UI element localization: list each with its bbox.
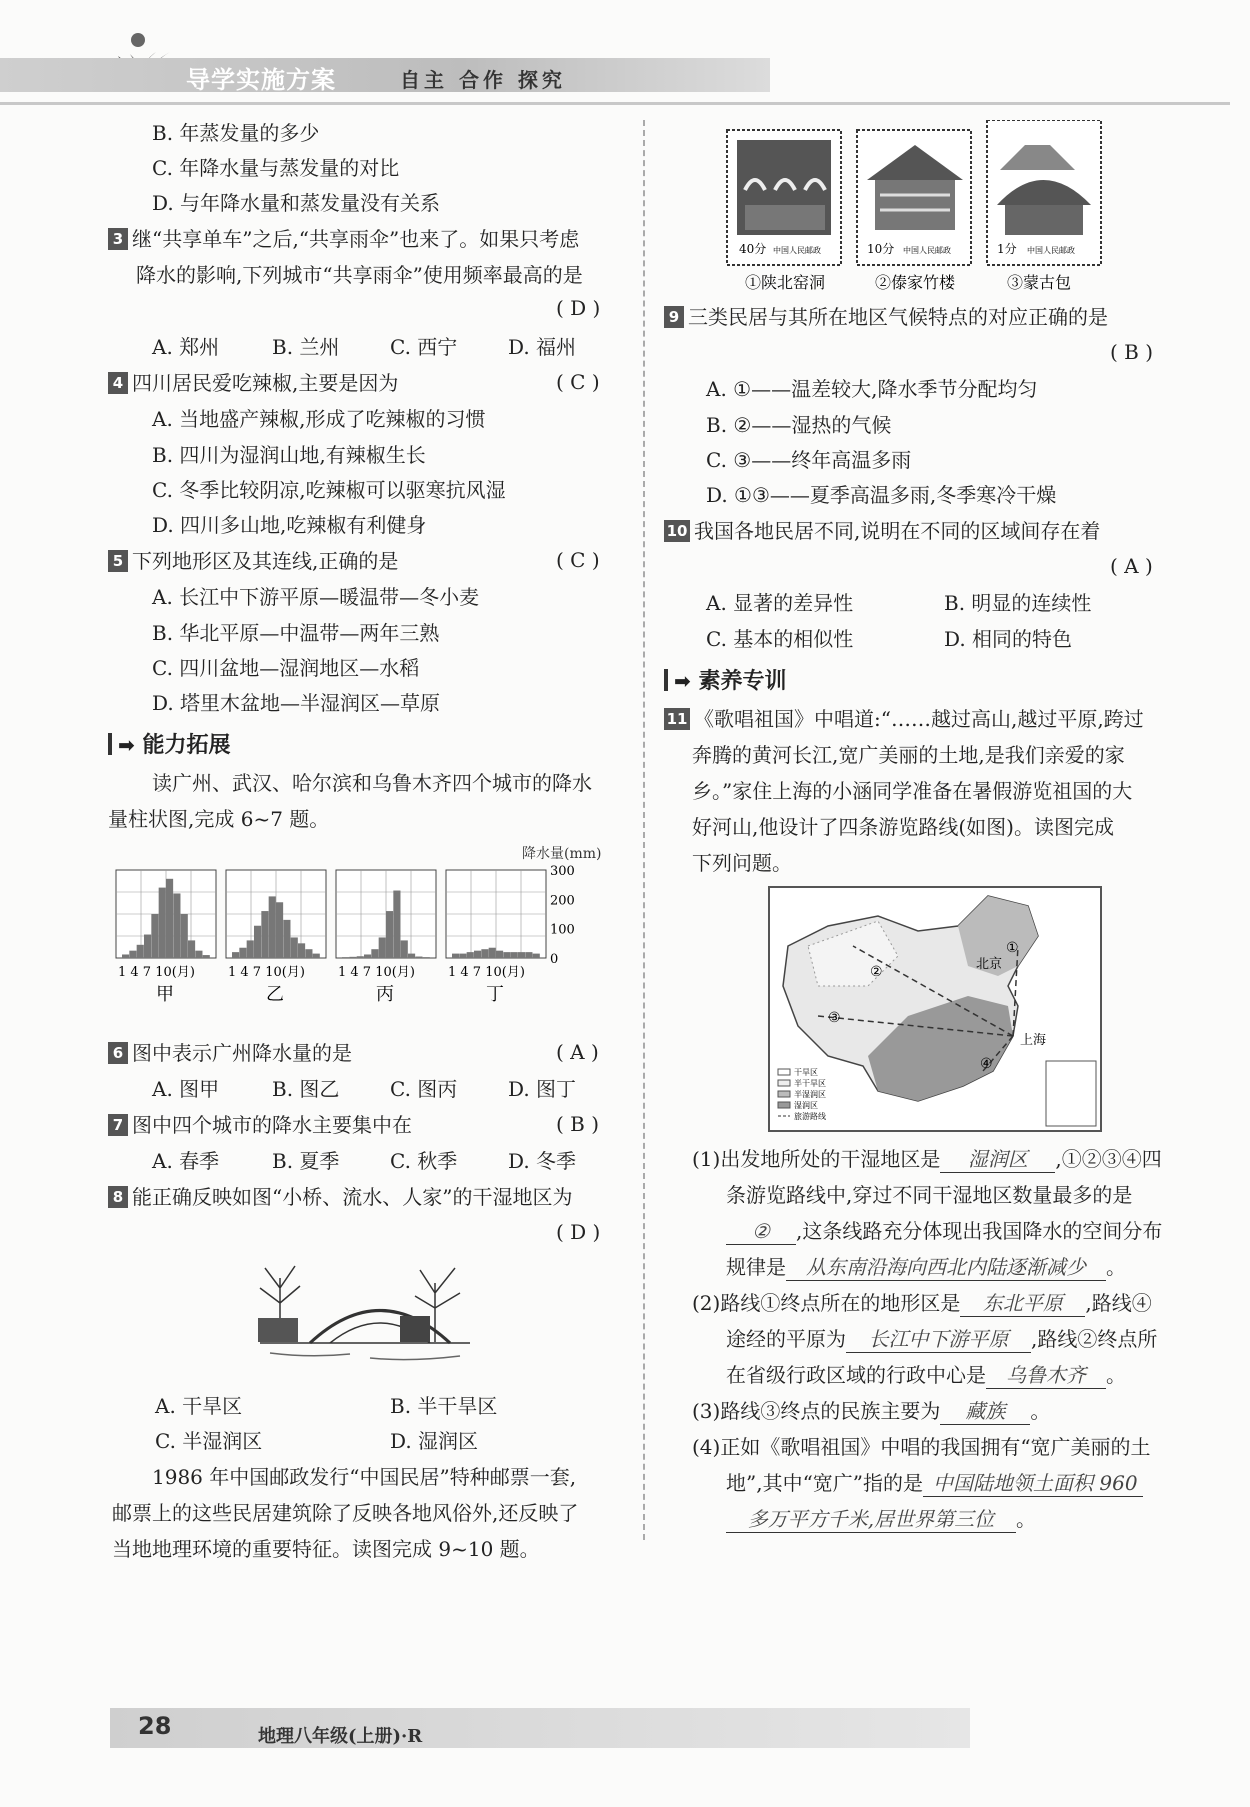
page-header xyxy=(0,20,1250,95)
q7-stem xyxy=(108,1112,412,1138)
q6-option-d: D. 图丁 xyxy=(508,1077,577,1101)
q8-stem xyxy=(108,1184,572,1210)
p2-fill-2: 长江中下游平原 xyxy=(846,1326,1031,1353)
q8-option-a: A. 干旱区 xyxy=(155,1394,243,1418)
q8-option-c: C. 半湿润区 xyxy=(155,1429,263,1453)
stamps-figure xyxy=(725,120,1105,295)
q8-answer: ( D ) xyxy=(556,1220,601,1244)
chart-3-bar xyxy=(364,954,371,958)
chart-4-bar xyxy=(467,952,474,958)
q8-option-b: B. 半干旱区 xyxy=(390,1394,498,1418)
header-tags: 自主 合作 探究 xyxy=(400,68,566,92)
chart-2-name: 乙 xyxy=(266,984,284,1005)
stamp-1-value: 40分 xyxy=(739,242,767,256)
q6-answer: ( A ) xyxy=(556,1040,599,1064)
chart-2-bar xyxy=(247,940,254,958)
chart-3-bar xyxy=(408,954,415,958)
p2-text-g: 。 xyxy=(1106,1363,1126,1387)
intro1-line-2: 量柱状图,完成 6~7 题。 xyxy=(108,807,330,831)
p2-line-2 xyxy=(726,1326,1157,1353)
chart-4-bar xyxy=(511,952,518,958)
q5-option-c: C. 四川盆地—湿润地区—水稻 xyxy=(152,656,420,680)
q9-number: 9 xyxy=(664,306,684,328)
chart-1-bar xyxy=(203,955,210,958)
chart-3-bar xyxy=(371,949,378,958)
q10-answer: ( A ) xyxy=(1110,554,1153,578)
p2-text-e: 在省级行政区域的行政中心是 xyxy=(726,1363,986,1387)
p2-text-c: 途经的平原为 xyxy=(726,1327,846,1351)
q7-answer: ( B ) xyxy=(556,1112,600,1136)
chart-3-bar xyxy=(349,957,356,958)
p4-line-1: (4)正如《歌唱祖国》中唱的我国拥有“宽广美丽的土 xyxy=(692,1435,1151,1459)
q10-number: 10 xyxy=(664,520,690,542)
q8-text: 能正确反映如图“小桥、流水、人家”的干湿地区为 xyxy=(132,1185,573,1209)
intro2-line-3: 当地地理环境的重要特征。读图完成 9~10 题。 xyxy=(112,1537,540,1561)
chart-3-bar xyxy=(423,957,430,958)
q10-text: 我国各地民居不同,说明在不同的区域间存在着 xyxy=(694,519,1101,543)
chart-1-bar xyxy=(151,914,158,958)
p4-fill-2: 多万平方千米,居世界第三位 xyxy=(726,1506,1016,1533)
p1-fill-2: ② xyxy=(726,1218,796,1245)
stamp-2-value: 10分 xyxy=(867,242,895,256)
q6-text: 图中表示广州降水量的是 xyxy=(132,1041,352,1065)
p4-fill-1: 中国陆地领土面积 960 xyxy=(923,1470,1143,1497)
map-route-1: ① xyxy=(1006,940,1019,956)
p3-fill-1: 藏族 xyxy=(940,1398,1030,1425)
p1-text-b: ,①②③④四 xyxy=(1055,1147,1162,1171)
q3-stem-2: 降水的影响,下列城市“共享雨伞”使用频率最高的是 xyxy=(136,263,583,287)
q9-text: 三类民居与其所在地区气候特点的对应正确的是 xyxy=(688,305,1108,329)
chart-2-bar xyxy=(283,920,290,958)
q5-option-d: D. 塔里木盆地—半湿润区—草原 xyxy=(152,691,441,715)
q9-option-a: A. ①——温差较大,降水季节分配均匀 xyxy=(706,377,1038,401)
stamp-1-label: 中国人民邮政 xyxy=(773,246,821,255)
q4-number: 4 xyxy=(108,372,128,394)
chart-group xyxy=(116,864,575,1005)
chart-4-bar xyxy=(533,954,540,958)
stamp-1 xyxy=(727,130,841,265)
chart-3-bar xyxy=(393,891,400,958)
section-ability: ➡ 能力拓展 xyxy=(108,728,230,759)
precipitation-charts xyxy=(110,840,640,1030)
q9-option-d: D. ①③——夏季高温多雨,冬季寒冷干燥 xyxy=(706,483,1057,507)
q6-option-b: B. 图乙 xyxy=(272,1077,340,1101)
p1-line-3 xyxy=(726,1218,1162,1245)
chart-1 xyxy=(116,870,216,1005)
chart-3-bar xyxy=(342,957,349,958)
p2-text-b: ,路线④ xyxy=(1085,1291,1152,1315)
chart-1-bar xyxy=(173,893,180,958)
chart-2-bar xyxy=(298,943,305,958)
q10-option-c: C. 基本的相似性 xyxy=(706,627,854,651)
chart-2-bar xyxy=(232,952,239,958)
q10-option-d: D. 相同的特色 xyxy=(944,627,1073,651)
stamp-3-value: 1分 xyxy=(997,242,1017,256)
q7-option-a: A. 春季 xyxy=(152,1149,220,1173)
chart-4-bar xyxy=(503,952,510,958)
chart-4-bar xyxy=(459,954,466,958)
chart-3 xyxy=(336,870,436,1005)
stamp-3-label: 中国人民邮政 xyxy=(1027,246,1075,255)
q2-option-d: D. 与年降水量和蒸发量没有关系 xyxy=(152,191,441,215)
bridge-illustration xyxy=(250,1258,480,1378)
q4-answer: ( C ) xyxy=(556,370,600,394)
chart-1-xaxis: 1 4 7 10(月) xyxy=(118,965,195,980)
q5-number: 5 xyxy=(108,550,128,572)
intro2-line-1: 1986 年中国邮政发行“中国民居”特种邮票一套, xyxy=(152,1465,577,1489)
book-title: 地理八年级(上册)·R xyxy=(258,1726,423,1747)
q11-line-1 xyxy=(664,706,1144,732)
chart-1-bar xyxy=(188,940,195,958)
chart-2-bar xyxy=(269,896,276,958)
q7-number: 7 xyxy=(108,1114,128,1136)
q7-text: 图中四个城市的降水主要集中在 xyxy=(132,1113,412,1137)
q7-option-b: B. 夏季 xyxy=(272,1149,340,1173)
section-literacy: ➡ 素养专训 xyxy=(664,664,786,695)
chart-3-xaxis: 1 4 7 10(月) xyxy=(338,965,415,980)
p1-line-2: 条游览路线中,穿过不同干湿地区数量最多的是 xyxy=(726,1183,1133,1207)
chart-1-bar xyxy=(195,951,202,958)
q3-number: 3 xyxy=(108,228,128,250)
chart-1-bar xyxy=(166,879,173,958)
q3-answer: ( D ) xyxy=(556,296,601,320)
column-divider xyxy=(643,120,645,1540)
intro2-line-2: 邮票上的这些民居建筑除了反映各地风俗外,还反映了 xyxy=(112,1501,579,1525)
header-title: 导学实施方案 xyxy=(186,66,336,94)
q11-number: 11 xyxy=(664,708,690,730)
chart-tick: 300 xyxy=(550,864,575,879)
chart-3-bar xyxy=(401,940,408,958)
chart-3-bar xyxy=(415,957,422,958)
stamp-1-caption: ①陕北窑洞 xyxy=(745,273,826,292)
chart-4-bar xyxy=(481,949,488,958)
q8-number: 8 xyxy=(108,1186,128,1208)
q11-line-4: 好河山,他设计了四条游览路线(如图)。读图完成 xyxy=(692,815,1114,839)
map-shanghai: 上海 xyxy=(1020,1033,1047,1048)
china-route-map xyxy=(768,886,1102,1132)
p2-fill-3: 乌鲁木齐 xyxy=(986,1362,1106,1389)
q3-option-d: D. 福州 xyxy=(508,335,577,359)
q9-stem xyxy=(664,304,1108,330)
p1-text-a: (1)出发地所处的干湿地区是 xyxy=(692,1147,941,1171)
p4-line-2 xyxy=(726,1470,1143,1497)
map-legend-2: 半干旱区 xyxy=(794,1079,826,1088)
p3-text-b: 。 xyxy=(1030,1399,1051,1423)
p3-text-a: (3)路线③终点的民族主要为 xyxy=(692,1399,941,1423)
q5-answer: ( C ) xyxy=(556,548,600,572)
header-band xyxy=(0,58,770,92)
q10-option-a: A. 显著的差异性 xyxy=(706,591,854,615)
q6-number: 6 xyxy=(108,1042,128,1064)
q4-option-b: B. 四川为湿润山地,有辣椒生长 xyxy=(152,443,426,467)
q7-option-c: C. 秋季 xyxy=(390,1149,458,1173)
chart-4-bar xyxy=(489,948,496,958)
q10-stem xyxy=(664,518,1100,544)
stamp-3-caption: ③蒙古包 xyxy=(1007,273,1072,292)
chart-2-bar xyxy=(305,949,312,958)
q7-option-d: D. 冬季 xyxy=(508,1149,577,1173)
q2-option-c: C. 年降水量与蒸发量的对比 xyxy=(152,156,400,180)
stamp-3 xyxy=(987,120,1101,265)
q9-option-c: C. ③——终年高温多雨 xyxy=(706,448,912,472)
p1-text-e: 规律是 xyxy=(726,1255,786,1279)
p2-line-3 xyxy=(726,1362,1126,1389)
map-legend-3: 半湿润区 xyxy=(794,1090,826,1099)
q5-text: 下列地形区及其连线,正确的是 xyxy=(132,549,399,573)
chart-2-bar xyxy=(291,937,298,958)
q6-option-c: C. 图丙 xyxy=(390,1077,458,1101)
p2-fill-1: 东北平原 xyxy=(960,1290,1085,1317)
chart-3-bar xyxy=(357,956,364,958)
p1-fill-3: 从东南沿海向西北内陆逐渐减少 xyxy=(786,1254,1106,1281)
q4-text: 四川居民爱吃辣椒,主要是因为 xyxy=(132,371,399,395)
map-route-4: ④ xyxy=(980,1056,993,1072)
q3-option-c: C. 西宁 xyxy=(390,335,458,359)
q8-option-d: D. 湿润区 xyxy=(390,1429,479,1453)
chart-2-xaxis: 1 4 7 10(月) xyxy=(228,965,305,980)
chart-4-bar xyxy=(452,954,459,958)
stamp-2 xyxy=(857,130,971,265)
chart-2-bar xyxy=(254,926,261,958)
p2-text-a: (2)路线①终点所在的地形区是 xyxy=(692,1291,961,1315)
q2-option-b: B. 年蒸发量的多少 xyxy=(152,121,320,145)
chart-4 xyxy=(446,870,546,1005)
chart-2-bar xyxy=(261,911,268,958)
section-ability-title: 能力拓展 xyxy=(142,733,231,758)
q3-option-a: A. 郑州 xyxy=(152,335,220,359)
chart-1-bar xyxy=(181,914,188,958)
chart-3-bar xyxy=(379,937,386,958)
footer-band xyxy=(110,1708,970,1748)
q5-option-b: B. 华北平原—中温带—两年三熟 xyxy=(152,621,440,645)
p2-text-d: ,路线②终点所 xyxy=(1031,1327,1158,1351)
intro1-line-1: 读广州、武汉、哈尔滨和乌鲁木齐四个城市的降水 xyxy=(152,771,592,795)
q11-line-2: 奔腾的黄河长江,宽广美丽的土地,是我们亲爱的家 xyxy=(692,743,1125,767)
q4-stem xyxy=(108,370,398,396)
q6-stem xyxy=(108,1040,352,1066)
chart-4-name: 丁 xyxy=(486,984,504,1005)
chart-4-bar xyxy=(496,951,503,958)
chart-unit-label: 降水量(mm) xyxy=(522,846,602,862)
map-beijing: 北京 xyxy=(976,957,1003,972)
header-rule xyxy=(0,102,1230,105)
q11-line-3: 乡。”家住上海的小涵同学准备在暑假游览祖国的大 xyxy=(692,779,1133,803)
q3-text-1: 继“共享单车”之后,“共享雨伞”也来了。如果只考虑 xyxy=(132,227,580,251)
chart-1-bar xyxy=(144,935,151,958)
p3-line-1 xyxy=(692,1398,1050,1425)
stamp-2-caption: ②傣家竹楼 xyxy=(875,273,956,292)
p1-text-d: ,这条线路充分体现出我国降水的空间分布 xyxy=(796,1219,1163,1243)
chart-1-name: 甲 xyxy=(156,984,174,1005)
chart-2-bar xyxy=(239,948,246,958)
chart-2-bar xyxy=(276,902,283,958)
chart-tick: 0 xyxy=(550,952,559,967)
chart-1-bar xyxy=(129,951,136,958)
stamp-2-label: 中国人民邮政 xyxy=(903,246,951,255)
q5-stem xyxy=(108,548,398,574)
p2-line-1 xyxy=(692,1290,1152,1317)
chart-tick: 100 xyxy=(550,922,575,938)
q10-option-b: B. 明显的连续性 xyxy=(944,591,1092,615)
q5-option-a: A. 长江中下游平原—暖温带—冬小麦 xyxy=(152,585,480,609)
q4-option-a: A. 当地盛产辣椒,形成了吃辣椒的习惯 xyxy=(152,407,486,431)
q9-answer: ( B ) xyxy=(1110,340,1154,364)
chart-tick: 200 xyxy=(550,893,575,909)
chart-3-bar xyxy=(386,911,393,958)
map-route-2: ② xyxy=(870,964,883,980)
p1-line-1 xyxy=(692,1146,1162,1173)
q3-option-b: B. 兰州 xyxy=(272,335,340,359)
p4-text-b: 地”,其中“宽广”指的是 xyxy=(726,1471,924,1495)
chart-4-bar xyxy=(525,952,532,958)
q3-stem-1 xyxy=(108,226,579,252)
page-number: 28 xyxy=(138,1712,172,1740)
chart-1-bar xyxy=(137,945,144,958)
map-route-3: ③ xyxy=(828,1010,841,1026)
chart-2-bar xyxy=(313,954,320,958)
map-legend-1: 干旱区 xyxy=(794,1068,818,1077)
p1-fill-1: 湿润区 xyxy=(940,1146,1055,1173)
page-footer xyxy=(0,1700,1250,1760)
chart-1-bar xyxy=(122,954,129,958)
p1-text-g: 。 xyxy=(1106,1255,1126,1279)
q6-option-a: A. 图甲 xyxy=(152,1077,220,1101)
chart-2 xyxy=(226,870,326,1005)
chart-1-bar xyxy=(159,888,166,958)
q11-line-5: 下列问题。 xyxy=(692,851,792,875)
p4-line-3 xyxy=(726,1506,1036,1533)
q4-option-d: D. 四川多山地,吃辣椒有利健身 xyxy=(152,513,427,537)
chart-4-xaxis: 1 4 7 10(月) xyxy=(448,965,525,980)
section-literacy-title: 素养专训 xyxy=(698,669,787,694)
q11-text-1: 《歌唱祖国》中唱道:“……越过高山,越过平原,跨过 xyxy=(694,707,1144,731)
chart-4-bar xyxy=(518,952,525,958)
chart-4-bar xyxy=(474,951,481,958)
p4-text-c: 。 xyxy=(1016,1507,1036,1531)
q4-option-c: C. 冬季比较阴凉,吃辣椒可以驱寒抗风湿 xyxy=(152,478,506,502)
map-legend-5: 旅游路线 xyxy=(794,1112,826,1121)
q9-option-b: B. ②——湿热的气候 xyxy=(706,413,892,437)
p1-line-4 xyxy=(726,1254,1126,1281)
map-legend-4: 湿润区 xyxy=(794,1101,818,1110)
chart-3-name: 丙 xyxy=(376,984,394,1005)
